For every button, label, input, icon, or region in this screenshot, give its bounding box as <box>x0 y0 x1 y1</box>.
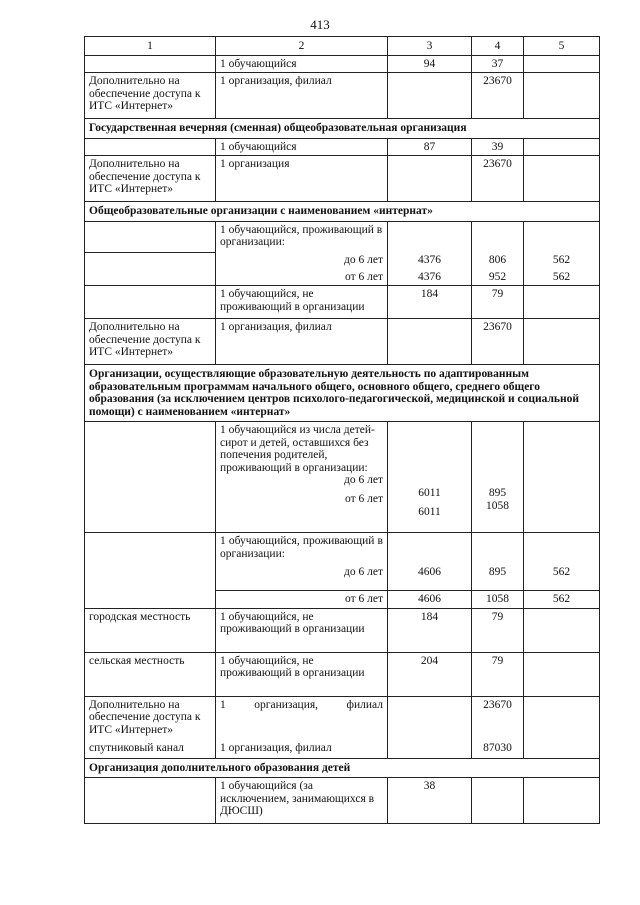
table-row <box>85 319 600 365</box>
cell <box>216 252 388 269</box>
cell: 87 <box>388 138 472 156</box>
category-label: спутниковый канал <box>89 742 184 754</box>
category-label: 1 организация, филиал <box>220 698 383 711</box>
category-label: Дополнительно на обеспечение доступа к ИТС «Интернет» <box>89 698 201 736</box>
cell <box>216 269 388 286</box>
value: 4606 <box>418 566 441 578</box>
cell <box>524 608 600 652</box>
cell <box>388 422 472 533</box>
value: 895 <box>488 487 507 499</box>
cell <box>524 55 600 73</box>
value: 562 <box>552 566 571 578</box>
cell: 4606 <box>388 591 472 609</box>
cell <box>524 156 600 202</box>
category-label: 1 обучающийся из числа детей-сирот и детей, оставшихся без попечения родителей, проживающий в организации: <box>220 424 375 474</box>
cell: 1 обучающийся, не проживающий в организации <box>216 608 388 652</box>
cell <box>216 422 388 533</box>
cell <box>85 252 216 269</box>
norms-table-container <box>84 36 599 824</box>
cell <box>472 221 524 252</box>
cell: 23670 <box>472 319 524 365</box>
cell: 1 организация, филиал <box>216 319 388 365</box>
cell <box>472 533 524 591</box>
table-row <box>85 138 600 156</box>
norms-table <box>84 36 600 824</box>
table-row <box>85 652 600 696</box>
table-row <box>85 221 600 252</box>
cell: 184 <box>388 608 472 652</box>
header-col-5: 5 <box>524 37 600 56</box>
header-col-2: 2 <box>216 37 388 56</box>
cell: 1 обучающийся, проживающий в организации: <box>216 221 388 252</box>
section-header <box>85 119 600 139</box>
cell: 79 <box>472 608 524 652</box>
cell: 37 <box>472 55 524 73</box>
section-title: Общеобразовательные организации с наименованием «интернат» <box>85 202 600 222</box>
table-row <box>85 55 600 73</box>
table-row <box>85 696 600 758</box>
category-label: 1 обучающийся, проживающий в организации: <box>220 535 383 560</box>
cell: 23670 <box>472 156 524 202</box>
cell <box>524 319 600 365</box>
value: 1058 <box>486 499 509 512</box>
cell <box>85 55 216 73</box>
cell <box>388 221 472 252</box>
cell: 1 обучающийся (за исключением, занимающихся в ДЮСШ) <box>216 778 388 824</box>
cell: 1 организация, филиал <box>216 73 388 119</box>
table-row <box>85 286 600 319</box>
value: 6011 <box>418 487 441 499</box>
cell: 1 обучающийся <box>216 138 388 156</box>
cell: 184 <box>388 286 472 319</box>
cell <box>216 533 388 591</box>
cell <box>388 156 472 202</box>
age-label: от 6 лет <box>345 593 383 605</box>
cell: 1058 <box>472 591 524 609</box>
cell <box>524 778 600 824</box>
cell <box>524 533 600 591</box>
table-row <box>85 422 600 533</box>
cell: 4376 <box>388 269 472 286</box>
table-row <box>85 156 600 202</box>
section-header <box>85 365 600 422</box>
cell: 204 <box>388 652 472 696</box>
table-row <box>85 73 600 119</box>
cell <box>388 696 472 758</box>
cell: 806 <box>472 252 524 269</box>
cell <box>388 533 472 591</box>
cell <box>524 138 600 156</box>
cell <box>388 73 472 119</box>
header-col-4: 4 <box>472 37 524 56</box>
cell <box>85 269 216 286</box>
cell <box>472 696 524 758</box>
cell <box>216 696 388 758</box>
cell <box>85 286 216 319</box>
cell <box>85 591 216 609</box>
cell <box>524 652 600 696</box>
cell <box>85 422 216 533</box>
cell <box>388 319 472 365</box>
table-row <box>85 778 600 824</box>
cell <box>216 591 388 609</box>
value: 23670 <box>483 698 512 711</box>
cell: 94 <box>388 55 472 73</box>
value: 87030 <box>483 742 512 754</box>
cell: 79 <box>472 286 524 319</box>
cell <box>85 533 216 591</box>
cell: 39 <box>472 138 524 156</box>
cell: 1 обучающийся, не проживающий в организации <box>216 286 388 319</box>
cell <box>85 778 216 824</box>
section-title: Организация дополнительного образования детей <box>85 758 600 778</box>
cell <box>524 696 600 758</box>
cell: Дополнительно на обеспечение доступа к ИТС «Интернет» <box>85 319 216 365</box>
table-row <box>85 269 600 286</box>
table-row <box>85 252 600 269</box>
age-label: до 6 лет <box>344 474 383 486</box>
cell: 562 <box>524 252 600 269</box>
value: 6011 <box>418 505 441 518</box>
table-row <box>85 533 600 591</box>
category-label: 1 организация, филиал <box>220 742 332 754</box>
age-label: от 6 лет <box>345 270 383 283</box>
section-title: Организации, осуществляющие образовательную деятельность по адаптированным образовательным программам начального общего, основного общего, среднего общего образования (за исключением центров психолого-педагогической, медицинской и социальной помощи) с наименованием «интернат» <box>85 365 600 422</box>
cell <box>85 221 216 252</box>
cell: 4376 <box>388 252 472 269</box>
cell: 1 обучающийся <box>216 55 388 73</box>
age-label: до 6 лет <box>344 566 383 578</box>
header-col-3: 3 <box>388 37 472 56</box>
cell: сельская местность <box>85 652 216 696</box>
header-row <box>85 37 600 56</box>
cell: 79 <box>472 652 524 696</box>
section-header <box>85 202 600 222</box>
age-label: от 6 лет <box>345 492 383 505</box>
cell: Дополнительно на обеспечение доступа к ИТС «Интернет» <box>85 156 216 202</box>
cell: Дополнительно на обеспечение доступа к ИТС «Интернет» <box>85 73 216 119</box>
cell <box>524 422 600 533</box>
cell <box>472 778 524 824</box>
age-label: до 6 лет <box>344 254 383 266</box>
header-col-1: 1 <box>85 37 216 56</box>
cell <box>524 73 600 119</box>
table-row <box>85 591 600 609</box>
value: 895 <box>488 566 507 578</box>
cell <box>472 422 524 533</box>
cell <box>524 221 600 252</box>
cell: 562 <box>524 269 600 286</box>
cell: 562 <box>524 591 600 609</box>
section-header <box>85 758 600 778</box>
cell: 1 организация <box>216 156 388 202</box>
cell <box>85 138 216 156</box>
page-number: 413 <box>310 17 330 32</box>
cell: 23670 <box>472 73 524 119</box>
cell: 952 <box>472 269 524 286</box>
cell <box>85 696 216 758</box>
cell <box>524 286 600 319</box>
section-title: Государственная вечерняя (сменная) общеобразовательная организация <box>85 119 600 139</box>
cell: 1 обучающийся, не проживающий в организации <box>216 652 388 696</box>
cell: городская местность <box>85 608 216 652</box>
table-row <box>85 608 600 652</box>
cell: 38 <box>388 778 472 824</box>
